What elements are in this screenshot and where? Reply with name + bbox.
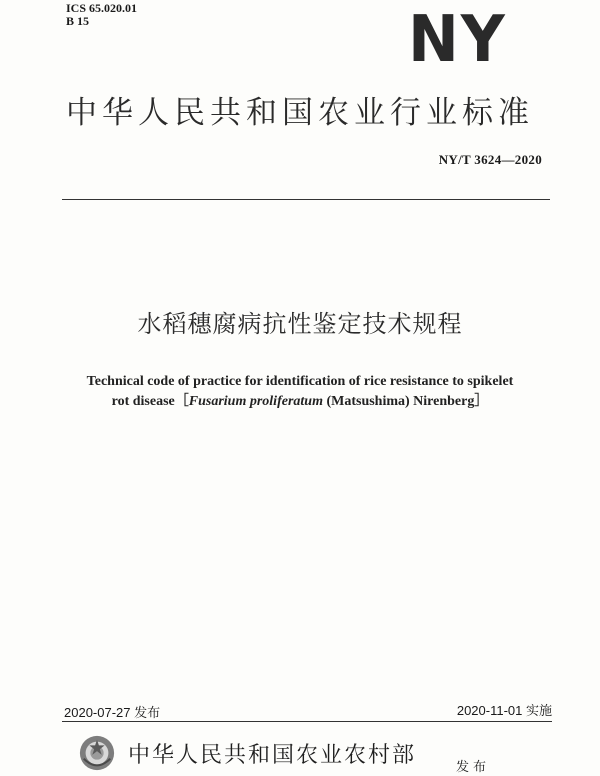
ics-code: ICS 65.020.01 [66, 1, 138, 15]
english-title-species: Fusarium proliferatum [188, 394, 323, 409]
issue-label: 发布 [456, 760, 491, 775]
implement-date: 2020-11-01 实施 [456, 703, 552, 718]
chinese-title: 水稻穗腐病抗性鉴定技术规程 [137, 310, 463, 338]
top-divider [62, 199, 550, 200]
english-title-line-2 [60, 392, 540, 412]
ccs-code: B 15 [66, 14, 90, 28]
national-emblem-icon [78, 734, 116, 772]
english-title-line-1: Technical code of practice for identification of rice resistance to spikelet [86, 374, 514, 389]
standard-number: NY/T 3624—2020 [438, 152, 542, 167]
ny-logo: NY [408, 3, 507, 77]
standard-category-title: 中华人民共和国农业行业标准 [66, 95, 534, 131]
english-title-pre: rot disease［ [111, 394, 189, 409]
english-title [60, 372, 540, 412]
issuing-ministry: 中华人民共和国农业农村部 [128, 743, 417, 768]
english-title-post: (Matsushima) Nirenberg］ [322, 394, 489, 409]
publish-date: 2020-07-27 发布 [64, 705, 161, 720]
bottom-divider [62, 721, 552, 722]
